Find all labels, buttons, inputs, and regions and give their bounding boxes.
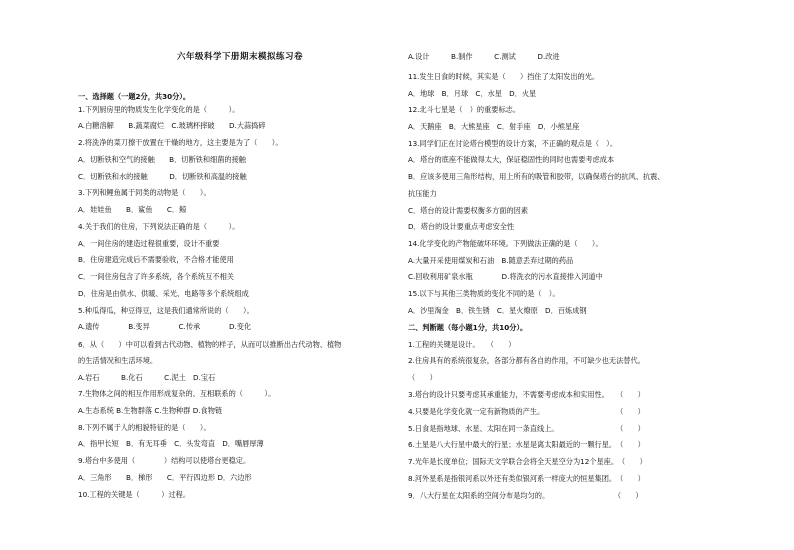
left-line: C．一间住房包含了许多系统，各个系统互不相关 (78, 272, 234, 281)
right-line: 14.化学变化的产物能破坏环境。下列做法正确的是（ ）。 (408, 239, 603, 248)
left-line: 2.将洗净的菜刀擦干放置在干燥的地方，这主要是为了（ ）。 (78, 138, 283, 147)
right-line: A.大量开采使用煤炭和石油 B.随意丢弃过期的药品 (408, 256, 574, 265)
left-line: 一、选择题（一题2分，共30分）。 (78, 92, 191, 101)
right-line: 6.土星是八大行星中最大的行星；水星是离太阳最近的一颗行星。 （ ） (408, 440, 645, 449)
right-line: A．天鹅座 B．大熊星座 C．射手座 D．小熊星座 (408, 122, 580, 131)
right-line: 9．八大行星在太阳系的空间分布是均匀的。 （ ） (408, 491, 643, 500)
left-line: A.岩石 B.化石 C.泥土 D.宝石 (78, 373, 216, 382)
right-line: C.回收利用矿泉水瓶 D.将洗衣的污水直接排入河道中 (408, 272, 603, 281)
left-line: A.遗传 B.变异 C.传承 D.变化 (78, 322, 252, 331)
left-line: D．住房是由供水、供暖、采光、电路等多个系统组成 (78, 289, 249, 298)
right-line: A．地球 B．月球 C．水星 D．火星 (408, 89, 537, 98)
right-line: 11.发生日食的时候，其实是（ ）挡住了太阳发出的光。 (408, 72, 600, 81)
left-line: A．娃娃鱼 B．鲨鱼 C．鲸 (78, 205, 187, 214)
left-line: A．三角形 B．梯形 C．平行四边形 D．六边形 (78, 473, 252, 482)
right-line: 4.只要是化学变化就一定有新物质的产生。 （ ） (408, 407, 645, 416)
right-line: 5.日食是指地球、水星、太阳在同一条直线上。 （ ） (408, 424, 645, 433)
right-line: A．沙里淘金 B．铁生锈 C．星火燎原 D．百炼成钢 (408, 306, 587, 315)
left-line: 8.下列不属于人的相貌特征的是（ ）。 (78, 423, 211, 432)
right-line: A.设计 B.制作 C.测试 D.改进 (408, 52, 560, 61)
right-line: 7.光年是长度单位；国际天文学联合会将全天星空分为12个星座。 （ ） (408, 457, 647, 466)
left-line: A．指甲长短 B．有无耳垂 C．头发弯直 D．嘴唇厚薄 (78, 439, 264, 448)
left-line: C．切断铁和水的接触 D．切断铁和高温的接触 (78, 172, 247, 181)
right-line: 1.工程的关键是设计。 （ ） (408, 340, 516, 349)
right-line: 抗压能力 (408, 189, 437, 198)
right-line: 2.住房具有的系统很复杂，各部分都有各自的作用，不可缺少也无法替代。 (408, 356, 645, 365)
right-line: 3.塔台的设计只要考虑其承重能力，不需要考虑成本和实用性。 （ ） (408, 390, 645, 399)
left-line: A.生态系统 B.生物群落 C.生物种群 D.食物链 (78, 406, 223, 415)
left-line: 9.塔台中多使用（ ）结构可以使塔台更稳定。 (78, 456, 251, 465)
left-line: A.白糖溶解 B.蔬菜腐烂 C.玻璃杯摔破 D.大蒜捣碎 (78, 121, 266, 130)
left-line: B．住房建造完成后不需要验收，不合格才能使用 (78, 255, 234, 264)
right-line: 15.以下与其他三类物质的变化不同的是（ ）。 (408, 289, 560, 298)
left-line: 5.种瓜得瓜，种豆得豆，这是我们通常所说的（ ）。 (78, 306, 254, 315)
left-line: 7.生物体之间的相互作用形成复杂的、互相联系的（ ）。 (78, 389, 276, 398)
left-line: 10.工程的关键是（ ）过程。 (78, 490, 191, 499)
left-line: 的生活情况和生活环境。 (78, 356, 158, 365)
left-line: 6．从（ ）中可以看到古代动物、植物的样子，从而可以推断出古代动物、植物 (78, 340, 342, 349)
right-line: 二、判断题（每小题1分，共10分）。 (408, 323, 528, 332)
right-line: 13.同学们正在讨论塔台模型的设计方案，不正确的观点是（ ）。 (408, 139, 618, 148)
right-line: C．塔台的设计需要权衡多方面的因素 (408, 206, 529, 215)
right-line: D．塔台的设计要重点考虑安全性 (408, 222, 515, 231)
right-line: 12.北斗七星是（ ）的重要标志。 (408, 105, 521, 114)
left-line: 3.下列和鲤鱼属于同类的动物是（ ）。 (78, 188, 211, 197)
right-line: 8.河外星系是指银河系以外还有类似银河系一样庞大的恒星集团。 （ ） (408, 474, 645, 483)
right-line: B．应该多使用三角形结构，用上所有的吸管和胶带，以确保塔台的抗风、抗震、 (408, 172, 665, 181)
left-line: A．一间住房的建造过程很重要，设计不重要 (78, 239, 220, 248)
exam-title: 六年级科学下册期末模拟练习卷 (176, 52, 303, 62)
right-line: （ ） (408, 373, 437, 382)
left-line: 4.关于我们的住房，下列说法正确的是（ ）。 (78, 222, 240, 231)
left-line: 1.下列厨房里的物质发生化学变化的是（ ）。 (78, 105, 240, 114)
left-line: A．切断铁和空气的接触 B．切断铁和细菌的接触 (78, 155, 246, 164)
right-line: A．塔台的底座不能做得太大，保证稳固性的同时也需要考虑成本 (408, 155, 615, 164)
